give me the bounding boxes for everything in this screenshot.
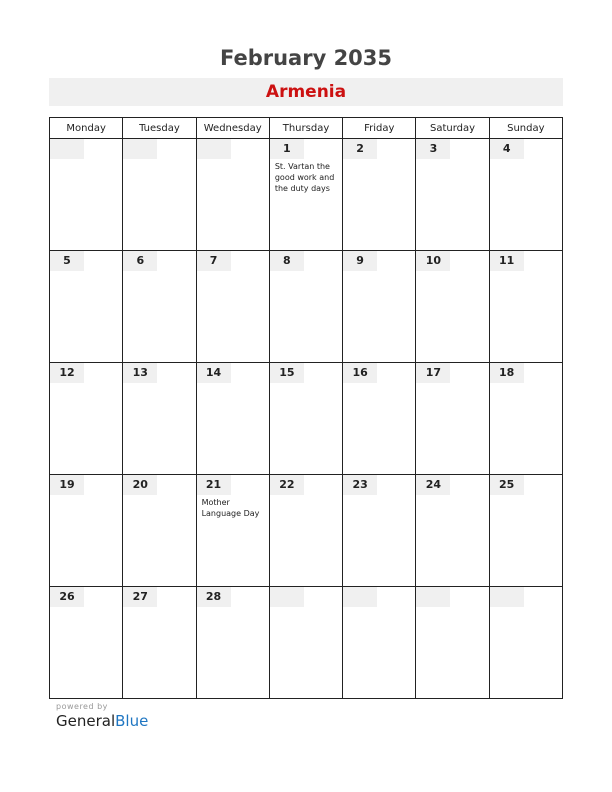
- day-number: 10: [416, 251, 450, 271]
- day-number: 20: [123, 475, 157, 495]
- day-cell: [123, 475, 196, 587]
- calendar-grid: [49, 117, 563, 699]
- day-cell: [489, 587, 562, 699]
- day-cell: [123, 363, 196, 475]
- day-cell: [343, 363, 416, 475]
- day-number: 1: [270, 139, 304, 159]
- day-number: 7: [197, 251, 231, 271]
- day-cell: [50, 139, 123, 251]
- day-number: 12: [50, 363, 84, 383]
- weekday-header: Sunday: [489, 118, 562, 139]
- week-row: [50, 251, 563, 363]
- day-number: [123, 139, 157, 159]
- day-number: [416, 587, 450, 607]
- day-cell: [343, 139, 416, 251]
- day-number: 2: [343, 139, 377, 159]
- day-number: 26: [50, 587, 84, 607]
- weekday-header: Tuesday: [123, 118, 196, 139]
- day-cell: [489, 363, 562, 475]
- day-number: 27: [123, 587, 157, 607]
- day-cell: [123, 587, 196, 699]
- day-cell: [50, 251, 123, 363]
- day-cell: [196, 475, 269, 587]
- day-cell: [50, 475, 123, 587]
- day-cell: [489, 251, 562, 363]
- day-number: 17: [416, 363, 450, 383]
- week-row: [50, 587, 563, 699]
- day-cell: [416, 251, 489, 363]
- day-cell: [343, 475, 416, 587]
- day-cell: [269, 363, 342, 475]
- brand-name-blue: Blue: [115, 712, 149, 730]
- day-number: 11: [490, 251, 524, 271]
- day-number: [343, 587, 377, 607]
- day-number: 21: [197, 475, 231, 495]
- day-number: 25: [490, 475, 524, 495]
- day-number: 22: [270, 475, 304, 495]
- day-number: 5: [50, 251, 84, 271]
- day-number: 18: [490, 363, 524, 383]
- day-cell: [269, 475, 342, 587]
- day-cell: [416, 475, 489, 587]
- page-title: February 2035: [219, 46, 393, 70]
- weekday-header: Wednesday: [196, 118, 269, 139]
- day-number: [490, 587, 524, 607]
- day-number: 6: [123, 251, 157, 271]
- week-row: [50, 475, 563, 587]
- holiday-label: Mother Language Day: [201, 498, 260, 518]
- day-cell: [50, 587, 123, 699]
- brand-name-general: General: [56, 712, 116, 730]
- weekday-header-row: [50, 118, 563, 139]
- day-cell: [416, 587, 489, 699]
- weekday-header: Thursday: [269, 118, 342, 139]
- weekday-header: Monday: [50, 118, 123, 139]
- powered-by-label: powered by: [56, 702, 108, 711]
- brand-logo: [56, 712, 148, 730]
- day-number: 8: [270, 251, 304, 271]
- day-cell: [269, 587, 342, 699]
- day-cell: [50, 363, 123, 475]
- day-cell: [196, 139, 269, 251]
- holiday-label: St. Vartan the good work and the duty days: [274, 162, 335, 193]
- day-number: 24: [416, 475, 450, 495]
- day-number: 13: [123, 363, 157, 383]
- weekday-header: Friday: [343, 118, 416, 139]
- day-cell: [269, 251, 342, 363]
- day-cell: [269, 139, 342, 251]
- day-cell: [196, 363, 269, 475]
- day-number: 3: [416, 139, 450, 159]
- day-cell: [123, 139, 196, 251]
- day-number: 19: [50, 475, 84, 495]
- day-number: 9: [343, 251, 377, 271]
- day-cell: [489, 475, 562, 587]
- day-cell: [416, 363, 489, 475]
- day-cell: [489, 139, 562, 251]
- day-cell: [123, 251, 196, 363]
- day-cell: [343, 251, 416, 363]
- day-number: 15: [270, 363, 304, 383]
- weekday-header: Saturday: [416, 118, 489, 139]
- day-cell: [343, 587, 416, 699]
- day-number: [270, 587, 304, 607]
- day-number: [50, 139, 84, 159]
- country-label: Armenia: [49, 78, 563, 106]
- day-number: 23: [343, 475, 377, 495]
- day-cell: [416, 139, 489, 251]
- day-number: 4: [490, 139, 524, 159]
- day-number: [197, 139, 231, 159]
- day-number: 28: [197, 587, 231, 607]
- day-cell: [196, 587, 269, 699]
- week-row: [50, 139, 563, 251]
- day-cell: [196, 251, 269, 363]
- footer-branding: [56, 702, 148, 730]
- day-number: 16: [343, 363, 377, 383]
- day-number: 14: [197, 363, 231, 383]
- week-row: [50, 363, 563, 475]
